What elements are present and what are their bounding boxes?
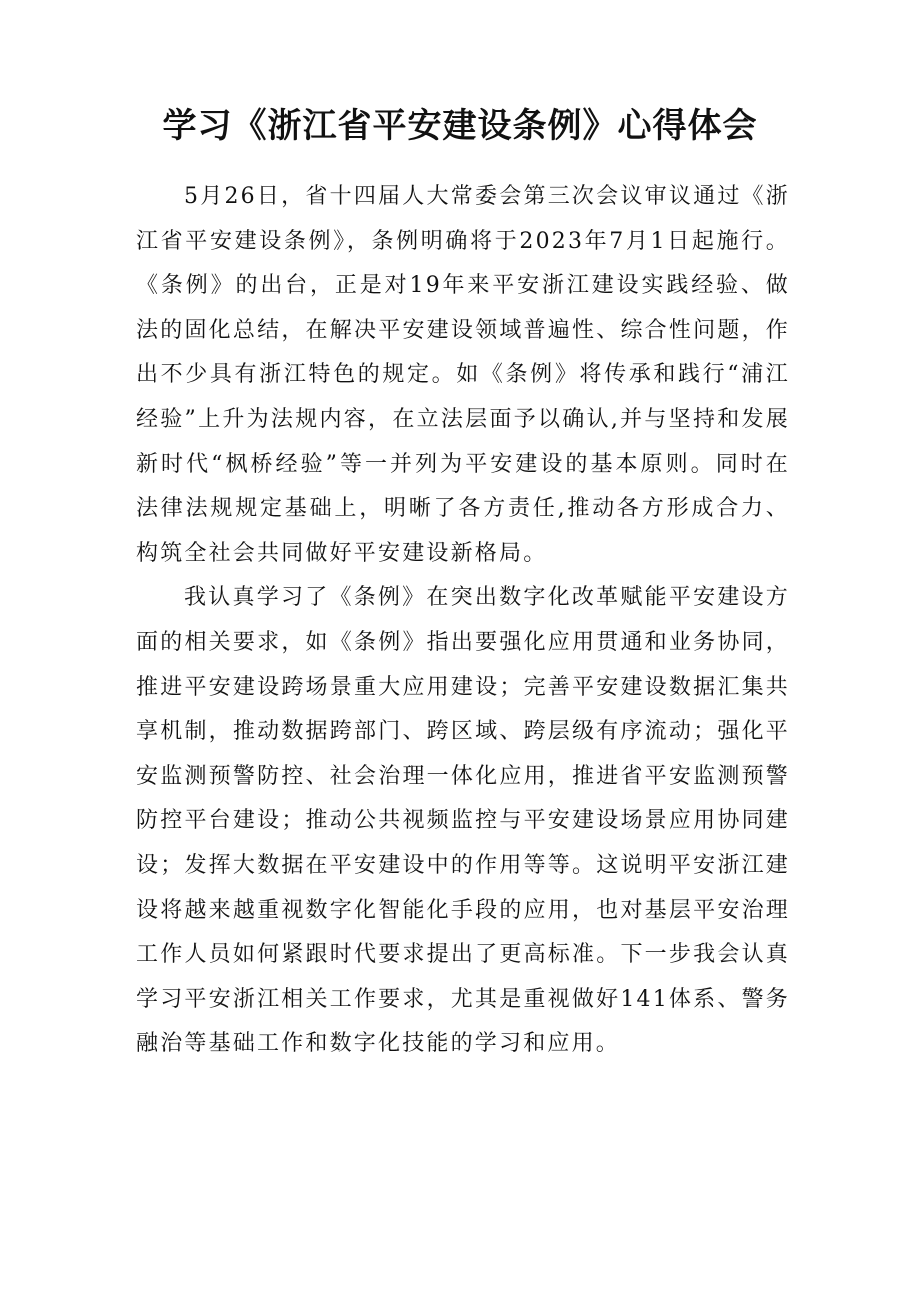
document-title: 学习《浙江省平安建设条例》心得体会: [162, 106, 758, 146]
paragraph-2: 我认真学习了《条例》在突出数字化改革赋能平安建设方面的相关要求，如《条例》指出要强化应用贯通和业务协同，推进平安建设跨场景重大应用建设；完善平安建设数据汇集共享机制，推动数据跨部门、跨区域、跨层级有序流动；强化平安监测预警防控、社会治理一体化应用，推进省平安监测预警防控平台建设；推动公共视频监控与平安建设场景应用协同建设；发挥大数据在平安建设中的作用等等。这说明平安浙江建设将越来越重视数字化智能化手段的应用，也对基层平安治理工作人员如何紧跟时代要求提出了更高标准。下一步我会认真学习平安浙江相关工作要求，尤其是重视做好141体系、警务融治等基础工作和数字化技能的学习和应用。: [136, 585, 790, 1057]
paragraph-1: 5月26日，省十四届人大常委会第三次会议审议通过《浙江省平安建设条例》，条例明确将于2023年7月1日起施行。《条例》的出台，正是对19年来平安浙江建设实践经验、做法的固化总结，在解决平安建设领域普遍性、综合性问题，作出不少具有浙江特色的规定。如《条例》将传承和践行“浦江经验”上升为法规内容，在立法层面予以确认,并与坚持和发展新时代“枫桥经验”等一并列为平安建设的基本原则。同时在法律法规规定基础上，明晰了各方责任,推动各方形成合力、构筑全社会共同做好平安建设新格局。: [136, 184, 790, 566]
document-body: [136, 175, 790, 1067]
